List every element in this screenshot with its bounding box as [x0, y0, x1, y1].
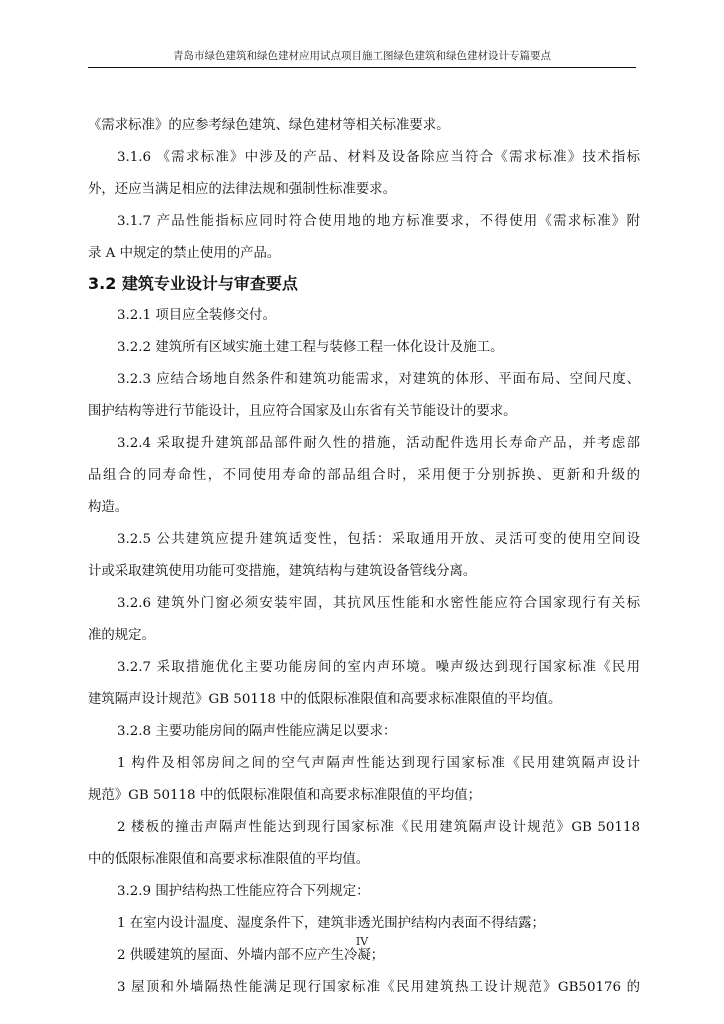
paragraph-line: 围护结构等进行节能设计，且应符合国家及山东省有关节能设计的要求。 [88, 404, 517, 419]
paragraph-line: 3 屋顶和外墙隔热性能满足现行国家标准《民用建筑热工设计规范》GB50176 的 [117, 980, 640, 995]
paragraph-line: 外，还应当满足相应的法律法规和强制性标准要求。 [88, 182, 396, 197]
paragraph-line: 构造。 [88, 500, 129, 515]
paragraph-line: 3.2.5 公共建筑应提升建筑适变性，包括：采取通用开放、灵活可变的使用空间设 [117, 532, 640, 547]
page-number: IV [355, 935, 369, 948]
paragraph-line: 品组合的同寿命性，不同使用寿命的部品组合时，采用便于分别拆换、更新和升级的 [88, 468, 640, 483]
paragraph-line: 3.2.9 围护结构热工性能应符合下列规定： [117, 884, 370, 899]
paragraph-line: 2 供暖建筑的屋面、外墙内部不应产生冷凝； [117, 948, 385, 963]
running-header: 青岛市绿色建筑和绿色建材应用试点项目施工图绿色建筑和绿色建材设计专篇要点 [173, 50, 551, 62]
paragraph-line: 录 A 中规定的禁止使用的产品。 [88, 246, 281, 261]
header-rule [88, 67, 636, 68]
section-heading: 3.2 建筑专业设计与审查要点 [88, 274, 298, 293]
paragraph-line: 3.2.7 采取措施优化主要功能房间的室内声环境。噪声级达到现行国家标准《民用 [117, 660, 640, 675]
paragraph-line: 规范》GB 50118 中的低限标准限值和高要求标准限值的平均值； [88, 788, 482, 803]
paragraph-line: 中的低限标准限值和高要求标准限值的平均值。 [88, 852, 370, 867]
paragraph-line: 3.2.2 建筑所有区域实施土建工程与装修工程一体化设计及施工。 [117, 340, 504, 355]
paragraph-line: 3.2.8 主要功能房间的隔声性能应满足以要求： [117, 724, 397, 739]
paragraph-line: 3.2.4 采取提升建筑部品部件耐久性的措施，活动配件选用长寿命产品，并考虑部 [117, 436, 640, 451]
paragraph-line: 准的规定。 [88, 628, 155, 643]
paragraph-line: 《需求标准》的应参考绿色建筑、绿色建材等相关标准要求。 [88, 118, 450, 133]
paragraph-line: 3.2.3 应结合场地自然条件和建筑功能需求，对建筑的体形、平面布局、空间尺度、 [117, 372, 640, 387]
paragraph-line: 3.1.7 产品性能指标应同时符合使用地的地方标准要求，不得使用《需求标准》附 [117, 214, 640, 229]
paragraph-line: 3.2.1 项目应全装修交付。 [117, 308, 276, 323]
paragraph-line: 2 楼板的撞击声隔声性能达到现行国家标准《民用建筑隔声设计规范》GB 50118 [117, 820, 640, 835]
paragraph-line: 3.2.6 建筑外门窗必须安装牢固，其抗风压性能和水密性能应符合国家现行有关标 [117, 596, 640, 611]
paragraph-line: 建筑隔声设计规范》GB 50118 中的低限标准限值和高要求标准限值的平均值。 [88, 692, 562, 707]
paragraph-line: 1 构件及相邻房间之间的空气声隔声性能达到现行国家标准《民用建筑隔声设计 [117, 756, 640, 771]
paragraph-line: 3.1.6 《需求标准》中涉及的产品、材料及设备除应当符合《需求标准》技术指标 [117, 150, 640, 165]
paragraph-line: 计或采取建筑使用功能可变措施，建筑结构与建筑设备管线分离。 [88, 564, 477, 579]
paragraph-line: 1 在室内设计温度、湿度条件下，建筑非透光围护结构内表面不得结露； [117, 916, 545, 931]
